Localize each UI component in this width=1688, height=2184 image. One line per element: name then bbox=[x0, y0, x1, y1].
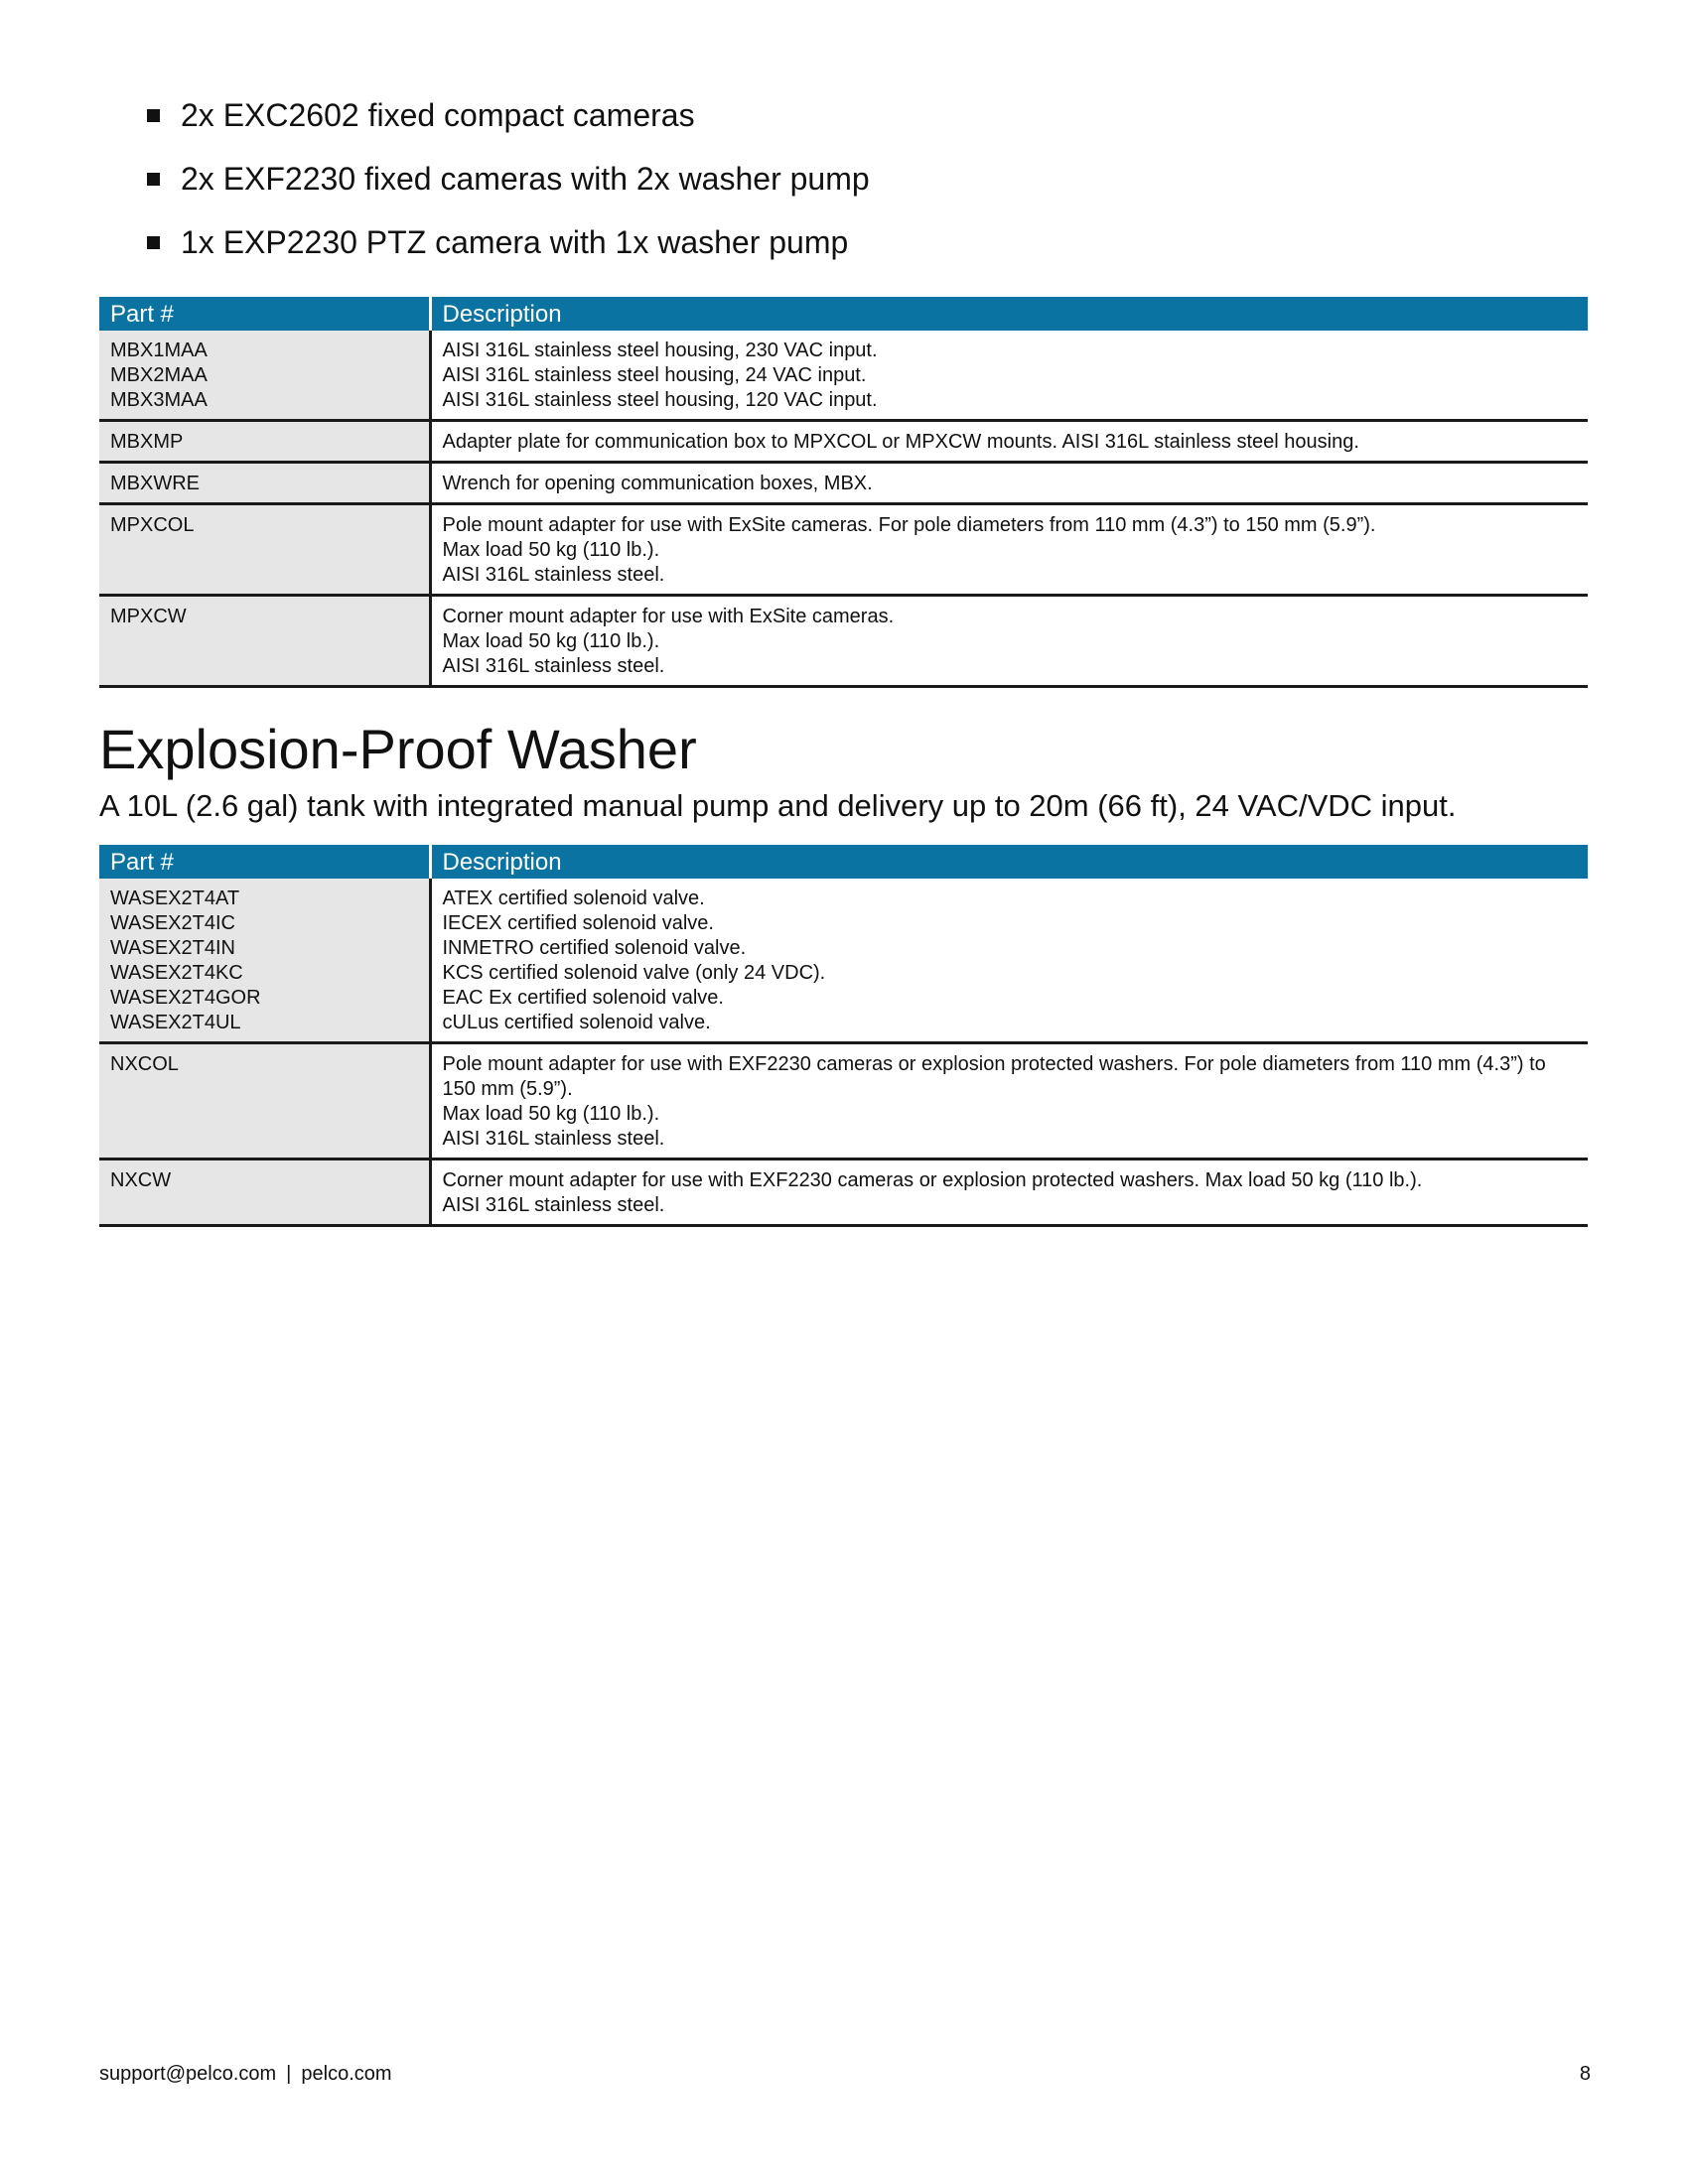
part-number: MBXWRE bbox=[110, 473, 200, 494]
table-row bbox=[99, 421, 1588, 463]
footer-separator: | bbox=[286, 2063, 292, 2085]
description-line: Max load 50 kg (110 lb.). bbox=[442, 630, 660, 652]
part-number: NXCW bbox=[110, 1169, 172, 1191]
description-line: Max load 50 kg (110 lb.). bbox=[442, 539, 660, 561]
part-number-cell bbox=[99, 463, 430, 504]
part-number: WASEX2T4GOR bbox=[110, 987, 261, 1009]
part-number-cell bbox=[99, 421, 430, 463]
description-line: cULus certified solenoid valve. bbox=[442, 1012, 711, 1033]
square-bullet-icon bbox=[147, 173, 160, 186]
part-number: WASEX2T4KC bbox=[110, 962, 243, 984]
description-line: Adapter plate for communication box to MPXCOL or MPXCW mounts. AISI 316L stainless steel housing. bbox=[442, 431, 1359, 453]
description-line: Corner mount adapter for use with EXF2230 cameras or explosion protected washers. Max load 50 kg (110 lb.). bbox=[442, 1169, 1423, 1191]
mounting-accessories-table bbox=[99, 297, 1588, 688]
description-line: Max load 50 kg (110 lb.). bbox=[442, 1103, 660, 1125]
website-link[interactable]: pelco.com bbox=[301, 2063, 392, 2085]
part-number: MBX1MAA bbox=[110, 340, 208, 361]
description-line: AISI 316L stainless steel housing, 24 VAC input. bbox=[442, 364, 867, 386]
description-line: AISI 316L stainless steel. bbox=[442, 564, 665, 586]
part-number-cell bbox=[99, 1043, 430, 1160]
table-header-row bbox=[99, 845, 1588, 879]
description-line: Corner mount adapter for use with ExSite cameras. bbox=[442, 606, 895, 627]
part-number: WASEX2T4IN bbox=[110, 937, 235, 959]
part-number-cell bbox=[99, 879, 430, 1043]
description-line: AISI 316L stainless steel housing, 230 VAC input. bbox=[442, 340, 878, 361]
table-row bbox=[99, 331, 1588, 421]
page-number: 8 bbox=[1579, 2063, 1591, 2085]
description-cell bbox=[430, 1043, 1588, 1160]
part-number-cell bbox=[99, 596, 430, 687]
part-number: WASEX2T4IC bbox=[110, 912, 235, 934]
description-line: AISI 316L stainless steel housing, 120 VAC input. bbox=[442, 389, 878, 411]
description-line: Pole mount adapter for use with EXF2230 cameras or explosion protected washers. For pole diameters from 110 mm (4.3”) to 150 mm (5.9”). bbox=[442, 1053, 1546, 1100]
bullet-text: 2x EXF2230 fixed cameras with 2x washer pump bbox=[181, 161, 870, 197]
description-line: EAC Ex certified solenoid valve. bbox=[442, 987, 724, 1009]
support-email-link[interactable]: support@pelco.com bbox=[99, 2063, 277, 2085]
description-line: AISI 316L stainless steel. bbox=[442, 1128, 665, 1150]
table-row bbox=[99, 463, 1588, 504]
part-number: MBXMP bbox=[110, 431, 184, 453]
table-row bbox=[99, 596, 1588, 687]
description-cell bbox=[430, 596, 1588, 687]
description-cell bbox=[430, 504, 1588, 596]
description-line: AISI 316L stainless steel. bbox=[442, 1194, 665, 1216]
section-title: Explosion-Proof Washer bbox=[99, 718, 697, 780]
part-number: MPXCW bbox=[110, 606, 187, 627]
description-cell bbox=[430, 1160, 1588, 1226]
description-line: KCS certified solenoid valve (only 24 VDC). bbox=[442, 962, 826, 984]
part-number: MPXCOL bbox=[110, 514, 195, 536]
description-cell bbox=[430, 879, 1588, 1043]
column-header-part: Part # bbox=[99, 297, 430, 331]
description-line: Wrench for opening communication boxes, MBX. bbox=[442, 473, 873, 494]
description-line: ATEX certified solenoid valve. bbox=[442, 887, 705, 909]
description-line: AISI 316L stainless steel. bbox=[442, 655, 665, 677]
column-header-description: Description bbox=[430, 845, 1588, 879]
square-bullet-icon bbox=[147, 109, 160, 122]
table-row bbox=[99, 504, 1588, 596]
washer-parts-table bbox=[99, 845, 1588, 1227]
table-row bbox=[99, 1043, 1588, 1160]
description-cell bbox=[430, 463, 1588, 504]
bullet-item bbox=[145, 222, 870, 286]
description-cell bbox=[430, 421, 1588, 463]
bullet-text: 1x EXP2230 PTZ camera with 1x washer pump bbox=[181, 224, 849, 260]
table-row bbox=[99, 1160, 1588, 1226]
square-bullet-icon bbox=[147, 236, 160, 249]
section-subtitle: A 10L (2.6 gal) tank with integrated manual pump and delivery up to 20m (66 ft), 24 VAC/VDC input. bbox=[99, 788, 1457, 823]
part-number: WASEX2T4UL bbox=[110, 1012, 241, 1033]
part-number: MBX3MAA bbox=[110, 389, 208, 411]
bullet-item bbox=[145, 95, 870, 159]
description-line: IECEX certified solenoid valve. bbox=[442, 912, 714, 934]
part-number: WASEX2T4AT bbox=[110, 887, 240, 909]
footer-contact bbox=[99, 2061, 392, 2087]
table-header-row bbox=[99, 297, 1588, 331]
part-number: MBX2MAA bbox=[110, 364, 208, 386]
description-cell bbox=[430, 331, 1588, 421]
column-header-part: Part # bbox=[99, 845, 430, 879]
part-number-cell bbox=[99, 331, 430, 421]
bullet-list bbox=[145, 95, 870, 286]
part-number: NXCOL bbox=[110, 1053, 179, 1075]
part-number-cell bbox=[99, 504, 430, 596]
part-number-cell bbox=[99, 1160, 430, 1226]
table-row bbox=[99, 879, 1588, 1043]
bullet-item bbox=[145, 159, 870, 222]
bullet-text: 2x EXC2602 fixed compact cameras bbox=[181, 97, 695, 133]
column-header-description: Description bbox=[430, 297, 1588, 331]
description-line: INMETRO certified solenoid valve. bbox=[442, 937, 747, 959]
description-line: Pole mount adapter for use with ExSite cameras. For pole diameters from 110 mm (4.3”) to 150 mm (5.9”). bbox=[442, 514, 1376, 536]
